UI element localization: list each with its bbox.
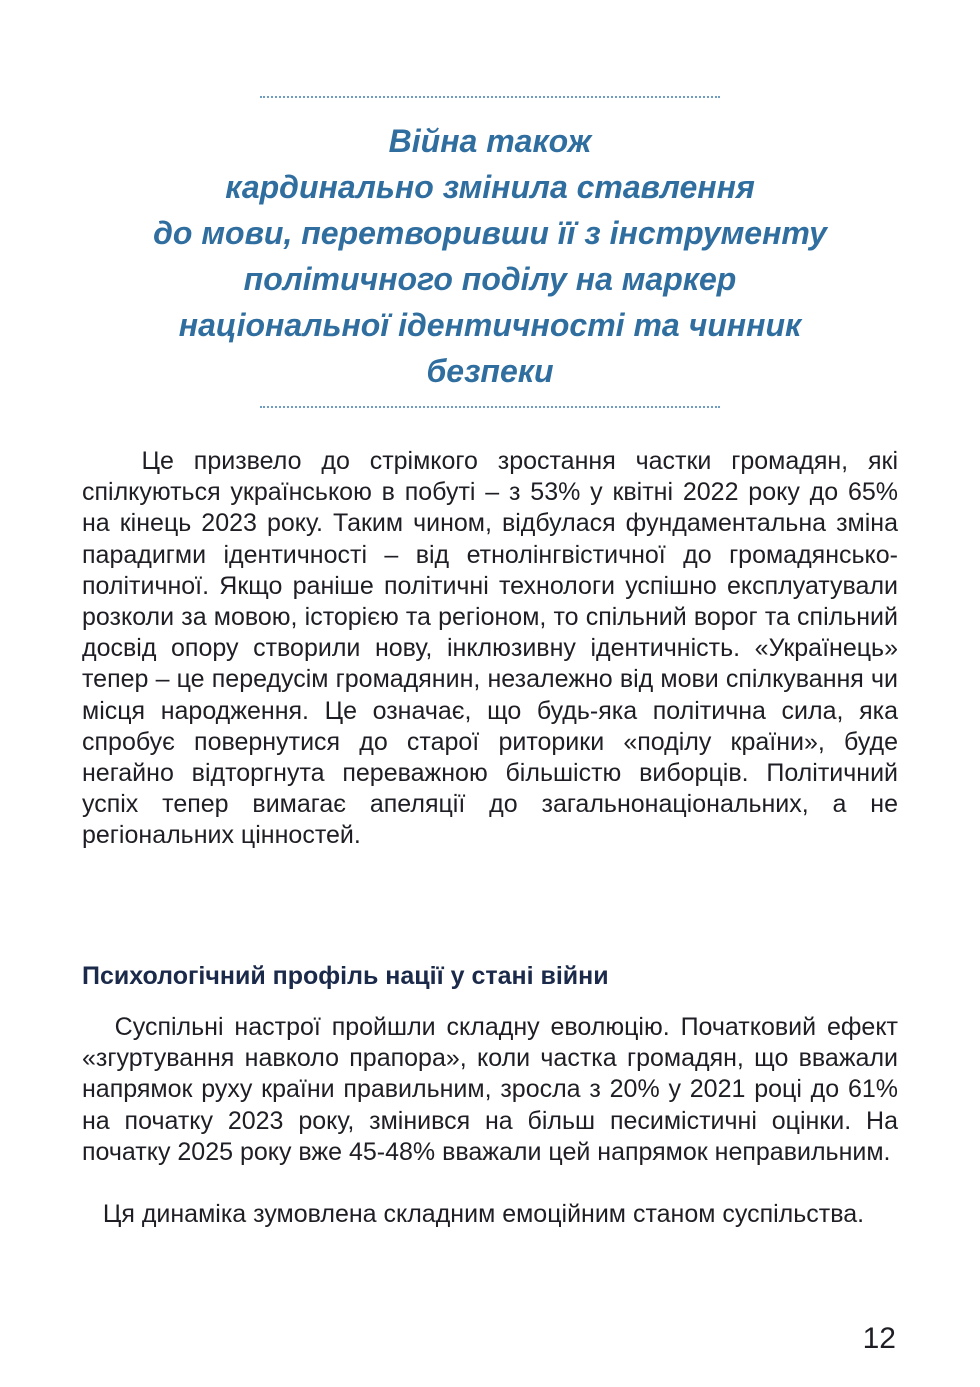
pull-quote-line: Війна також (388, 123, 592, 159)
body-paragraph-dynamics: Ця динаміка зумовлена складним емоційним станом суспільства. (82, 1200, 865, 1228)
pull-quote-line: безпеки (426, 353, 554, 389)
top-dotted-divider (260, 96, 720, 98)
body-paragraph-identity: Це призвело до стрімкого зростання частки громадян, які спілкуються українською в побуті – з 53% у квітні 2022 року до 65% на кінець 2023 року. Таким чином, відбулася фундаментальна зміна парадигми ідентичності – від етнолінгвістичної до громадянсько-політичної. Якщо раніше політичні технологи успішно експлуатували розколи за мовою, історією та регіоном, то спільний ворог та спільний досвід опору створили нову, інклюзивну ідентичність. «Українець» тепер – це передусім громадянин, незалежно від мови спілкування чи місця народження. Це означає, що будь-яка політична сила, яка спробує повернутися до старої риторики «поділу країни», буде негайно відторгнута переважною більшістю виборців. Політичний успіх тепер вимагає апеляції до загальнонаціональних, а не регіональних цінностей. (82, 447, 898, 850)
pull-quote-line: кардинально змінила ставлення (225, 169, 755, 205)
pull-quote-line: національної ідентичності та чинник (178, 307, 802, 343)
pull-quote-line: до мови, перетворивши її з інструменту (153, 215, 827, 251)
section-heading: Психологічний профіль нації у стані війни (82, 962, 609, 990)
body-paragraph-sentiment: Суспільні настрої пройшли складну еволюцію. Початковий ефект «згуртування навколо прапора», коли частка громадян, що вважали напрямок руху країни правильним, зросла з 20% у 2021 році до 61% на початку 2023 року, змінився на більш песимістичні оцінки. На початку 2025 року вже 45-48% вважали цей напрямок неправильним. (82, 1013, 898, 1166)
pull-quote-line: політичного поділу на маркер (243, 261, 737, 297)
page-number: 12 (862, 1322, 896, 1355)
pull-quote (120, 118, 860, 394)
bottom-dotted-divider (260, 406, 720, 408)
